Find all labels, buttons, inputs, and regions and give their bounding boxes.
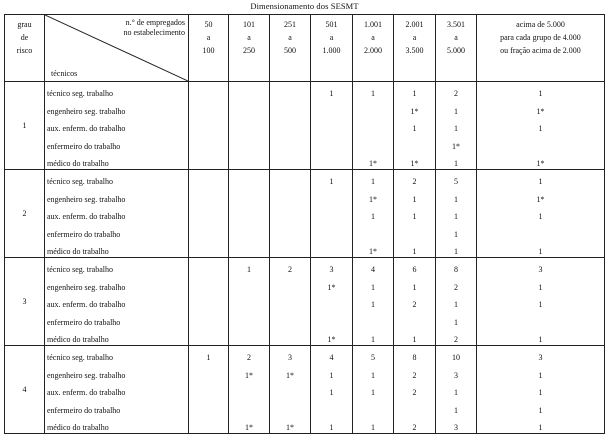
value-cell: [270, 187, 311, 205]
role-cell: engenheiro seg. trabalho: [45, 99, 189, 117]
value-cell: [270, 275, 311, 293]
value-cell: [353, 222, 394, 240]
table-row: [5, 134, 605, 152]
role-cell: técnico seg. trabalho: [45, 169, 189, 187]
table-caption: Dimensionamento dos SESMT: [250, 1, 359, 11]
value-cell: [229, 152, 270, 170]
role-cell: aux. enferm. do trabalho: [45, 381, 189, 399]
grau-cell: 3: [5, 257, 45, 345]
value-cell: 1: [311, 363, 353, 381]
column-header-line: a: [454, 33, 458, 42]
value-cell: [189, 363, 229, 381]
value-cell: 1*: [477, 187, 605, 205]
role-cell: técnico seg. trabalho: [45, 345, 189, 363]
role-cell: engenheiro seg. trabalho: [45, 187, 189, 205]
value-cell: 1: [394, 205, 436, 223]
value-cell: 1: [311, 82, 353, 100]
value-cell: [270, 293, 311, 311]
grau-header-line: risco: [16, 46, 33, 55]
value-cell: 1: [436, 99, 477, 117]
value-cell: 1: [394, 82, 436, 100]
value-cell: 3: [477, 257, 605, 275]
role-cell: enfermeiro do trabalho: [45, 398, 189, 416]
value-cell: 2: [436, 82, 477, 100]
value-cell: 1: [477, 416, 605, 434]
column-header: [436, 15, 477, 82]
grau-header-line: de: [20, 33, 29, 42]
table-row: [5, 117, 605, 135]
value-cell: 3: [270, 345, 311, 363]
value-cell: [229, 82, 270, 100]
value-cell: [270, 152, 311, 170]
role-cell: enfermeiro do trabalho: [45, 310, 189, 328]
role-cell: médico do trabalho: [45, 416, 189, 434]
value-cell: [189, 293, 229, 311]
value-cell: 1*: [477, 99, 605, 117]
value-cell: [189, 117, 229, 135]
grau-cell: 1: [5, 82, 45, 170]
value-cell: 1: [394, 328, 436, 346]
value-cell: [311, 187, 353, 205]
value-cell: [477, 310, 605, 328]
value-cell: 1: [353, 275, 394, 293]
value-cell: 1: [436, 187, 477, 205]
column-header-line: 3.501: [447, 20, 465, 29]
value-cell: [189, 205, 229, 223]
empregados-label-line: no estabelecimento: [123, 28, 185, 37]
value-cell: 1: [353, 328, 394, 346]
value-cell: 1: [353, 82, 394, 100]
value-cell: [311, 310, 353, 328]
value-cell: [270, 240, 311, 258]
column-header-line: 101: [243, 20, 255, 29]
value-cell: [189, 134, 229, 152]
value-cell: 1: [189, 345, 229, 363]
value-cell: [311, 152, 353, 170]
value-cell: 8: [436, 257, 477, 275]
column-header-line: 2.001: [405, 20, 424, 29]
column-header-line: para cada grupo de 4.000: [500, 33, 581, 42]
column-header: [189, 15, 229, 82]
table-row: [5, 381, 605, 399]
column-header-line: 500: [284, 46, 296, 55]
value-cell: 2: [436, 328, 477, 346]
table-row: [5, 187, 605, 205]
table-row: [5, 82, 605, 100]
value-cell: [270, 82, 311, 100]
role-cell: médico do trabalho: [45, 240, 189, 258]
value-cell: 1: [394, 275, 436, 293]
value-cell: 1*: [353, 187, 394, 205]
column-header-line: 3.500: [405, 46, 424, 55]
column-header-line: 251: [284, 20, 296, 29]
value-cell: 1: [477, 275, 605, 293]
value-cell: [311, 398, 353, 416]
value-cell: [270, 328, 311, 346]
value-cell: 3: [436, 363, 477, 381]
role-cell: médico do trabalho: [45, 152, 189, 170]
value-cell: [189, 222, 229, 240]
column-header: [311, 15, 353, 82]
value-cell: 1: [353, 363, 394, 381]
value-cell: [311, 205, 353, 223]
value-cell: [189, 416, 229, 434]
value-cell: [394, 398, 436, 416]
value-cell: 4: [311, 345, 353, 363]
column-header-line: acima de 5.000: [516, 20, 565, 29]
column-header-line: 5.000: [447, 46, 465, 55]
column-header-line: a: [247, 33, 251, 42]
value-cell: 3: [477, 345, 605, 363]
role-cell: médico do trabalho: [45, 328, 189, 346]
value-cell: [189, 275, 229, 293]
value-cell: [477, 222, 605, 240]
value-cell: [189, 82, 229, 100]
role-cell: enfermeiro do trabalho: [45, 134, 189, 152]
value-cell: [189, 169, 229, 187]
column-header-line: 501: [325, 20, 338, 29]
table-row: [5, 345, 605, 363]
value-cell: 1: [477, 363, 605, 381]
value-cell: [229, 187, 270, 205]
value-cell: 1: [477, 293, 605, 311]
column-header: [353, 15, 394, 82]
table-row: [5, 99, 605, 117]
value-cell: 1*: [270, 416, 311, 434]
column-header-line: ou fração acima de 2.000: [500, 46, 581, 55]
grau-cell: 2: [5, 169, 45, 257]
value-cell: [189, 398, 229, 416]
value-cell: 2: [394, 416, 436, 434]
value-cell: 3: [436, 416, 477, 434]
value-cell: 2: [270, 257, 311, 275]
column-header-line: a: [206, 33, 211, 42]
table-row: [5, 398, 605, 416]
table-row: [5, 169, 605, 187]
value-cell: 2: [394, 381, 436, 399]
value-cell: [189, 257, 229, 275]
value-cell: 1*: [477, 152, 605, 170]
value-cell: [189, 240, 229, 258]
column-header: [229, 15, 270, 82]
value-cell: 1*: [394, 99, 436, 117]
value-cell: [229, 169, 270, 187]
value-cell: 1*: [353, 152, 394, 170]
value-cell: [270, 117, 311, 135]
value-cell: 6: [394, 257, 436, 275]
value-cell: [229, 293, 270, 311]
value-cell: 4: [353, 257, 394, 275]
table-row: [5, 416, 605, 434]
value-cell: [270, 99, 311, 117]
column-header-line: 1.001: [364, 20, 382, 29]
value-cell: 1: [477, 117, 605, 135]
value-cell: [270, 222, 311, 240]
value-cell: [311, 222, 353, 240]
value-cell: [229, 205, 270, 223]
table-row: [5, 152, 605, 170]
value-cell: [353, 117, 394, 135]
table-row: [5, 328, 605, 346]
role-cell: enfermeiro do trabalho: [45, 222, 189, 240]
value-cell: [270, 205, 311, 223]
role-cell: aux. enferm. do trabalho: [45, 293, 189, 311]
value-cell: 1: [229, 257, 270, 275]
value-cell: 1: [436, 240, 477, 258]
value-cell: 1*: [311, 275, 353, 293]
role-cell: técnico seg. trabalho: [45, 257, 189, 275]
value-cell: [229, 222, 270, 240]
table-row: [5, 257, 605, 275]
value-cell: [353, 398, 394, 416]
role-cell: engenheiro seg. trabalho: [45, 363, 189, 381]
value-cell: 10: [436, 345, 477, 363]
value-cell: 1: [477, 398, 605, 416]
column-header-line: 250: [243, 46, 255, 55]
value-cell: 2: [394, 293, 436, 311]
value-cell: 1: [436, 381, 477, 399]
value-cell: 1: [353, 381, 394, 399]
value-cell: 1: [353, 416, 394, 434]
column-header-line: a: [412, 33, 417, 42]
role-cell: aux. enferm. do trabalho: [45, 117, 189, 135]
value-cell: [229, 328, 270, 346]
value-cell: [189, 152, 229, 170]
value-cell: 1: [353, 169, 394, 187]
column-header-line: a: [329, 33, 334, 42]
value-cell: 1: [311, 416, 353, 434]
column-header-line: a: [288, 33, 292, 42]
value-cell: 2: [394, 363, 436, 381]
table-row: [5, 205, 605, 223]
empregados-label-line: n.° de empregados: [125, 18, 185, 27]
value-cell: 1: [436, 117, 477, 135]
value-cell: 1*: [229, 363, 270, 381]
value-cell: [229, 310, 270, 328]
value-cell: 1: [477, 328, 605, 346]
value-cell: 1*: [270, 363, 311, 381]
table-row: [5, 293, 605, 311]
value-cell: 1: [477, 169, 605, 187]
value-cell: 1*: [229, 416, 270, 434]
value-cell: [189, 310, 229, 328]
value-cell: [394, 310, 436, 328]
value-cell: [229, 99, 270, 117]
value-cell: [229, 117, 270, 135]
tecnicos-label: técnicos: [51, 69, 78, 78]
sesmt-table: [4, 14, 605, 434]
value-cell: [353, 310, 394, 328]
value-cell: 1: [311, 381, 353, 399]
value-cell: 2: [394, 169, 436, 187]
value-cell: 1: [436, 398, 477, 416]
value-cell: 1*: [311, 328, 353, 346]
table-row: [5, 310, 605, 328]
value-cell: [353, 99, 394, 117]
value-cell: 5: [436, 169, 477, 187]
value-cell: [270, 134, 311, 152]
value-cell: [229, 275, 270, 293]
grau-cell: 4: [5, 345, 45, 433]
value-cell: 3: [311, 257, 353, 275]
value-cell: [229, 134, 270, 152]
column-header-line: a: [371, 33, 375, 42]
value-cell: [189, 99, 229, 117]
column-header-line: 50: [204, 20, 213, 29]
value-cell: 1: [436, 222, 477, 240]
value-cell: 1: [436, 152, 477, 170]
value-cell: [270, 169, 311, 187]
value-cell: 1*: [394, 152, 436, 170]
value-cell: [270, 310, 311, 328]
column-header-line: 1.000: [322, 46, 341, 55]
column-header-line: 100: [202, 46, 215, 55]
value-cell: 1: [436, 310, 477, 328]
value-cell: 1: [394, 240, 436, 258]
grau-header-line: grau: [17, 20, 32, 29]
table-body: [5, 82, 605, 434]
value-cell: [229, 398, 270, 416]
column-header-line: 2.000: [364, 46, 382, 55]
table-row: [5, 240, 605, 258]
grau-header: [5, 15, 45, 82]
value-cell: [270, 398, 311, 416]
value-cell: 8: [394, 345, 436, 363]
value-cell: 1: [477, 381, 605, 399]
value-cell: [189, 381, 229, 399]
value-cell: [229, 381, 270, 399]
value-cell: [311, 293, 353, 311]
value-cell: [270, 381, 311, 399]
value-cell: [394, 134, 436, 152]
role-cell: engenheiro seg. trabalho: [45, 275, 189, 293]
value-cell: [477, 134, 605, 152]
empregados-label: [123, 18, 185, 38]
value-cell: 1: [436, 293, 477, 311]
value-cell: [394, 222, 436, 240]
value-cell: [311, 134, 353, 152]
value-cell: 5: [353, 345, 394, 363]
value-cell: 1: [477, 82, 605, 100]
column-header: [477, 15, 605, 82]
value-cell: 2: [436, 275, 477, 293]
role-cell: técnico seg. trabalho: [45, 82, 189, 100]
diagonal-header-cell: [45, 15, 189, 82]
value-cell: [311, 117, 353, 135]
table-row: [5, 222, 605, 240]
value-cell: [229, 240, 270, 258]
value-cell: [189, 187, 229, 205]
table-row: [5, 275, 605, 293]
role-cell: aux. enferm. do trabalho: [45, 205, 189, 223]
column-header: [394, 15, 436, 82]
value-cell: 1*: [436, 134, 477, 152]
value-cell: 1: [353, 293, 394, 311]
value-cell: 1: [353, 205, 394, 223]
value-cell: 2: [229, 345, 270, 363]
header-row: [5, 15, 605, 82]
value-cell: 1: [311, 169, 353, 187]
value-cell: [311, 240, 353, 258]
column-header: [270, 15, 311, 82]
value-cell: [353, 134, 394, 152]
table-row: [5, 363, 605, 381]
value-cell: 1*: [353, 240, 394, 258]
value-cell: [311, 99, 353, 117]
value-cell: 1: [394, 117, 436, 135]
value-cell: 1: [394, 187, 436, 205]
value-cell: 1: [477, 240, 605, 258]
value-cell: 1: [436, 205, 477, 223]
value-cell: [189, 328, 229, 346]
value-cell: 1: [477, 205, 605, 223]
